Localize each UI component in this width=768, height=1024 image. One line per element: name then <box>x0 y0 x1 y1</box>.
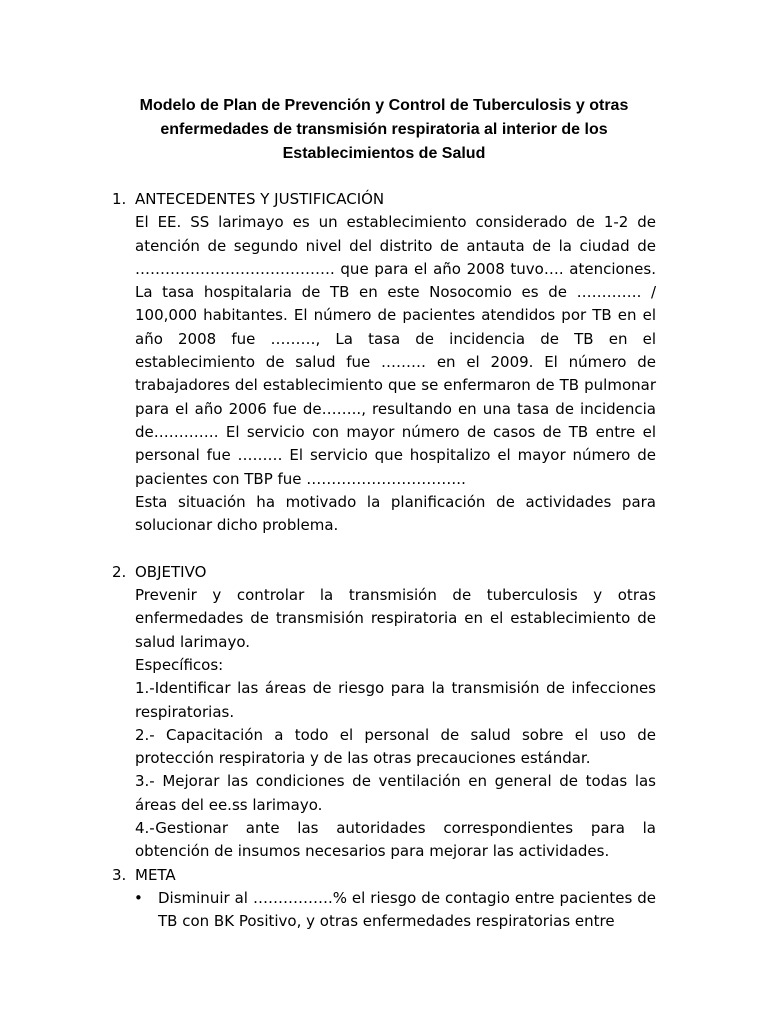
objective-item: 3.- Mejorar las condiciones de ventilación en general de todas las áreas del ee.ss larimayo. <box>135 772 656 814</box>
section-number: 1. <box>112 190 127 208</box>
section-heading-text: ANTECEDENTES Y JUSTIFICACIÓN <box>135 190 385 208</box>
bullet-text: Disminuir al …………….% el riesgo de contagio entre pacientes de TB con BK Positivo, y otras enfermedades respiratorias entre <box>158 888 656 931</box>
specific-label: Específicos: <box>135 655 224 674</box>
paragraph: Esta situación ha motivado la planificación de actividades para solucionar dicho problema. <box>135 492 656 535</box>
bullet-icon: • <box>134 888 143 907</box>
section-heading-text: OBJETIVO <box>135 562 207 581</box>
section-heading <box>112 864 656 887</box>
spacer <box>112 537 656 560</box>
section-heading <box>112 561 656 584</box>
title-line-3: Establecimientos de Salud <box>282 145 486 162</box>
section-antecedentes <box>112 188 656 537</box>
section-number: 2. <box>112 562 127 581</box>
section-meta <box>112 864 656 934</box>
section-number: 3. <box>112 865 127 884</box>
title-line-1: Modelo de Plan de Prevención y Control de Tuberculosis y otras <box>139 97 629 114</box>
bullet-item <box>134 887 656 934</box>
objective-item: 4.-Gestionar ante las autoridades correspondientes para la obtención de insumos necesarios para mejorar las actividades. <box>135 819 656 861</box>
document-body <box>112 188 656 934</box>
section-heading <box>112 188 656 211</box>
paragraph: Prevenir y controlar la transmisión de tuberculosis y otras enfermedades de transmisión respiratoria en el establecimiento de salud larimayo. <box>135 586 656 651</box>
document-title <box>120 94 648 166</box>
objective-item: 2.- Capacitación a todo el personal de salud sobre el uso de protección respiratoria y de las otras precauciones estándar. <box>135 725 656 768</box>
title-line-2: enfermedades de transmisión respiratoria al interior de los <box>160 121 608 138</box>
section-heading-text: META <box>135 865 176 884</box>
paragraph: El EE. SS larimayo es un establecimiento considerado de 1-2 de atención de segundo nivel del distrito de antauta de la ciudad de …………………………………. que para el año 2008 tuvo…. atenciones. La tasa hospitalaria de TB en este Nosocomio es de …………. / 100,000 habitantes. El número de pacientes atendidos por TB en el año 2008 fue ………, La tasa de incidencia de TB en el establecimiento de salud fue ……… en el 2009. El número de trabajadores del establecimiento que se enfermaron de TB pulmonar para el año 2006 fue de…….., resultando en una tasa de incidencia de…………. El servicio con mayor número de casos de TB entre el personal fue ……… El servicio que hospitalizo el mayor número de pacientes con TBP fue ………………………….. <box>135 213 656 488</box>
section-objetivo <box>112 561 656 864</box>
objective-item: 1.-Identificar las áreas de riesgo para la transmisión de infecciones respiratorias. <box>135 679 656 721</box>
